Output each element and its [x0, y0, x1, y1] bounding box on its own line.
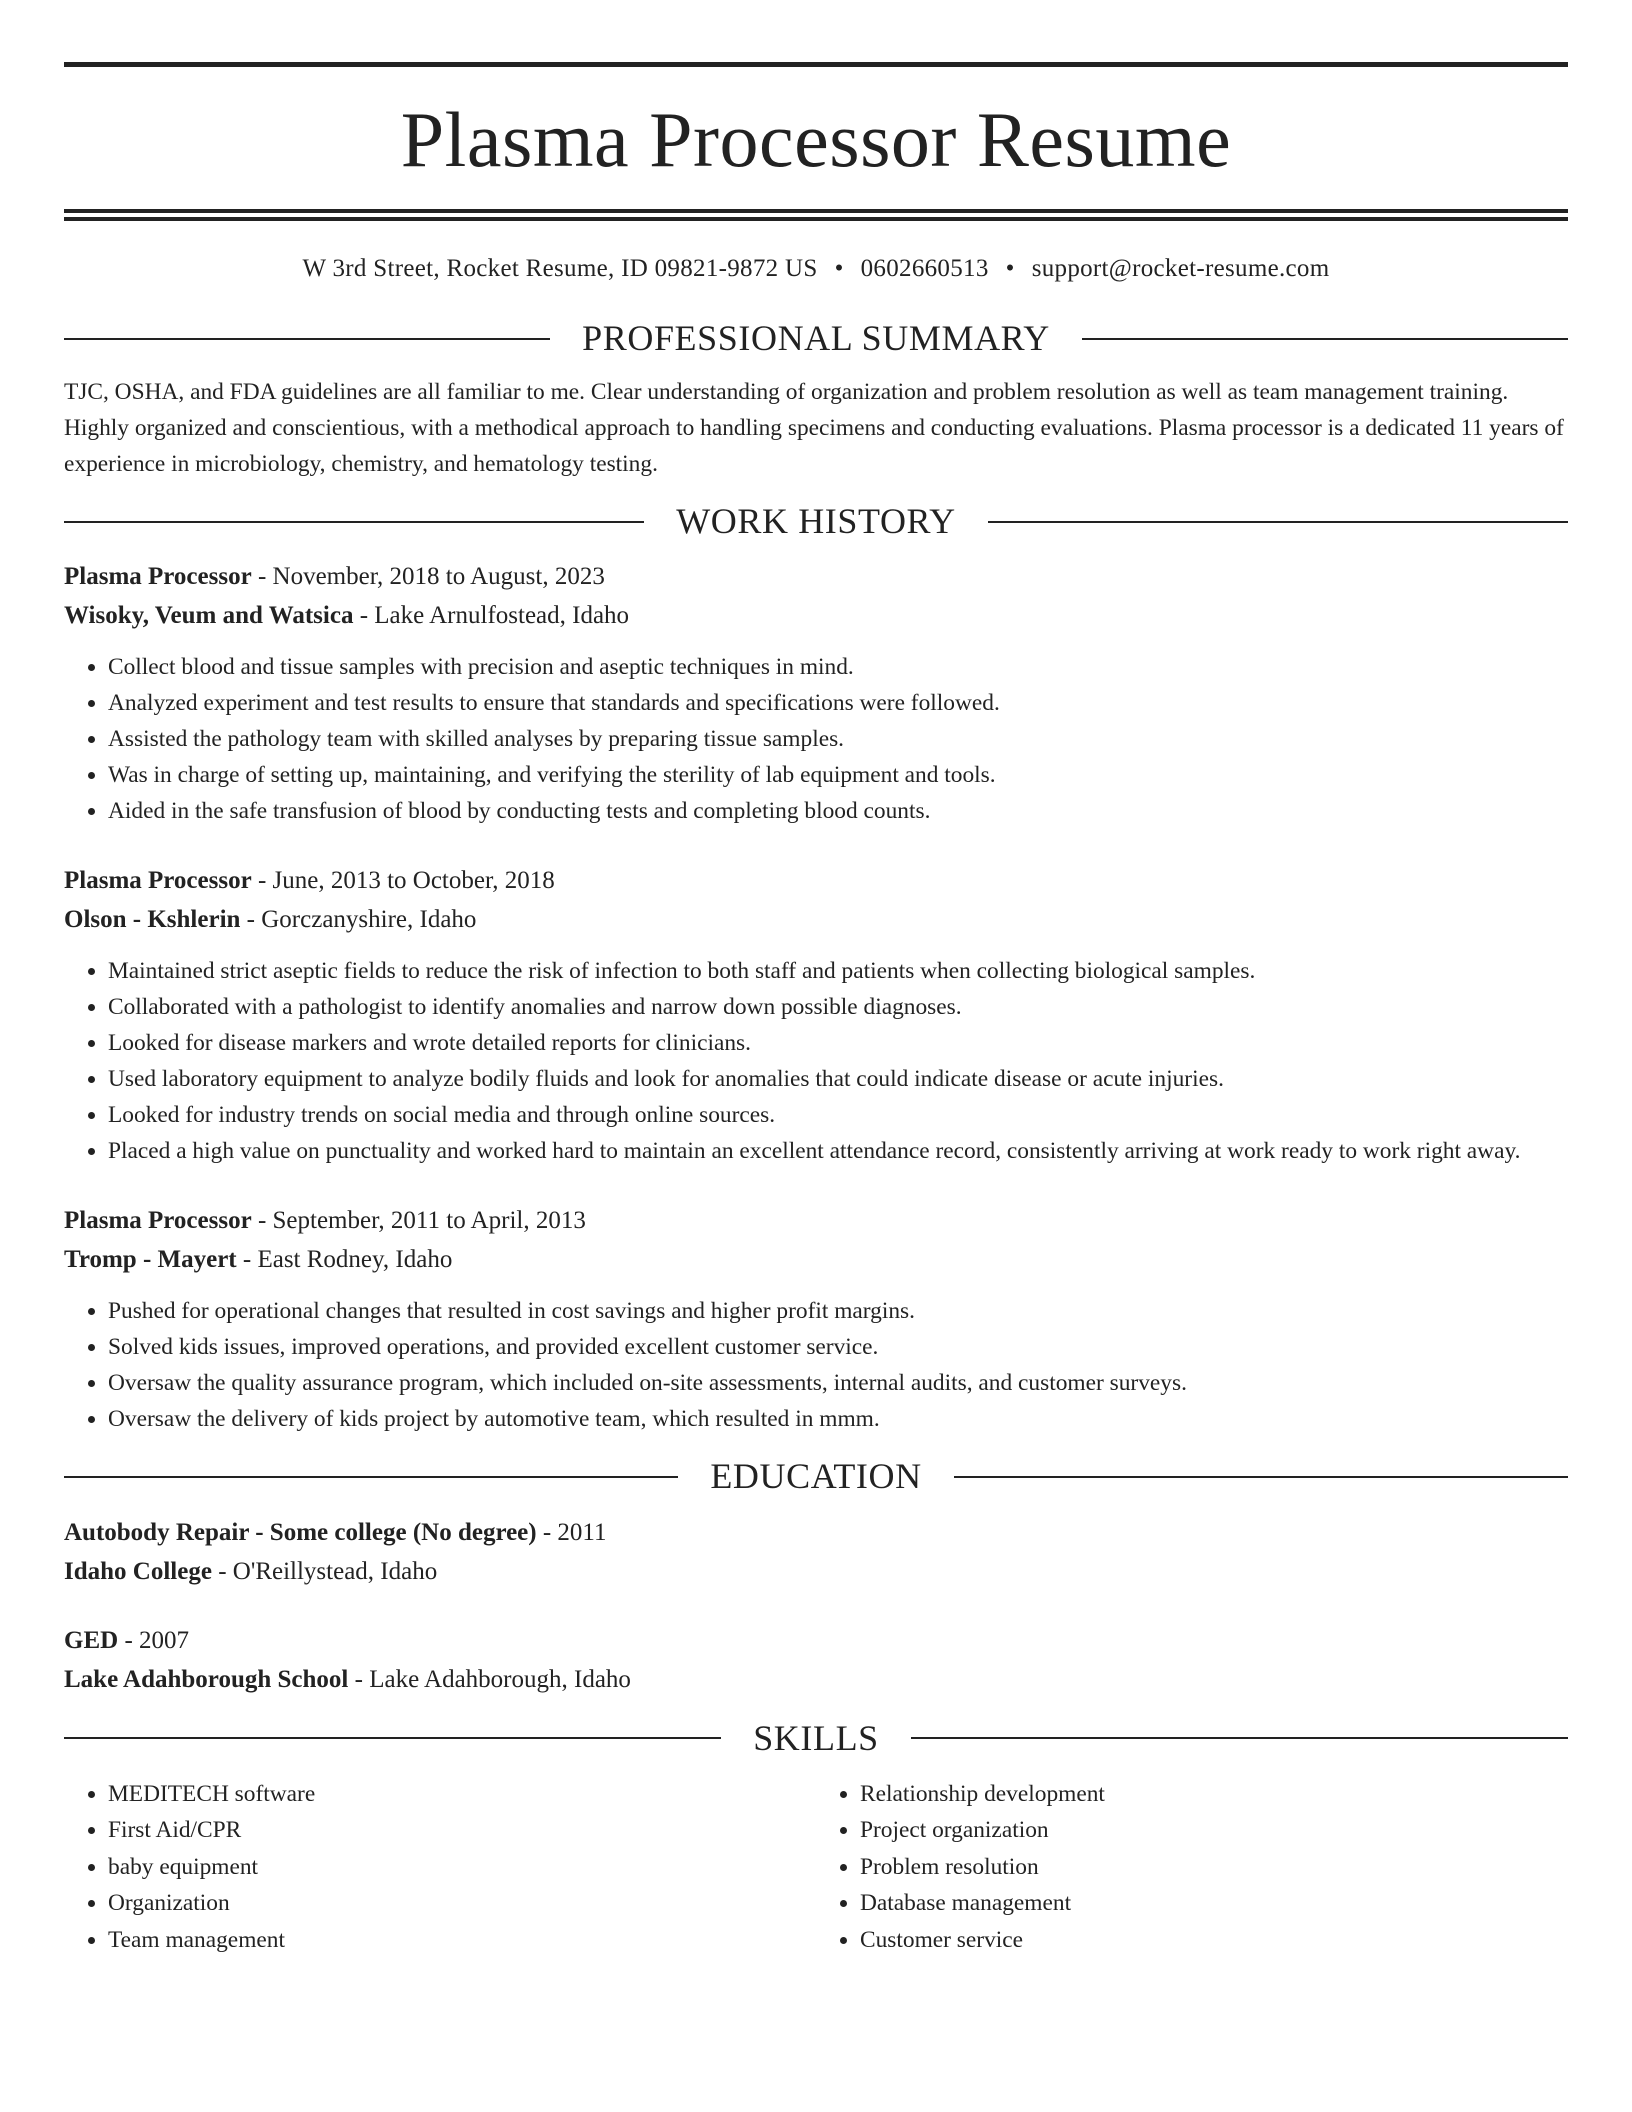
top-rule [64, 62, 1568, 67]
skill-item: • Team management [108, 1922, 816, 1959]
education-entry [64, 1513, 1568, 1591]
page-title: Plasma Processor Resume [400, 96, 1232, 183]
section-title-summary: PROFESSIONAL SUMMARY [582, 318, 1050, 358]
list-item: • Used laboratory equipment to analyze bodily fluids and look for anomalies that could indicate disease or acute injuries. [108, 1061, 1568, 1097]
contact-line [64, 255, 1568, 283]
section-rule [64, 338, 550, 340]
skill-item: • Database management [860, 1885, 1568, 1922]
list-item: • Oversaw the quality assurance program, which included on-site assessments, internal audits, and customer surveys. [108, 1365, 1568, 1401]
job-title-line [64, 861, 1568, 900]
contact-address: W 3rd Street, Rocket Resume, ID 09821-9872 US [302, 255, 818, 282]
job-title-line [64, 1201, 1568, 1240]
section-rule [988, 521, 1568, 523]
section-header-work [64, 500, 1568, 543]
job-entry [64, 1201, 1568, 1437]
list-item: • Maintained strict aseptic fields to reduce the risk of infection to both staff and patients when collecting biological samples. [108, 953, 1568, 989]
job-bullets [64, 1293, 1568, 1437]
section-rule [64, 1476, 678, 1478]
degree-year: - 2007 [118, 1626, 190, 1654]
list-item: • Placed a high value on punctuality and worked hard to maintain an excellent attendance record, consistently arriving at work ready to work right away. [108, 1133, 1568, 1169]
skill-item: • Problem resolution [860, 1849, 1568, 1886]
list-item: • Was in charge of setting up, maintaining, and verifying the sterility of lab equipment and tools. [108, 757, 1568, 793]
list-item: • Solved kids issues, improved operations, and provided excellent customer service. [108, 1329, 1568, 1365]
contact-phone: 0602660513 [860, 255, 989, 282]
job-dates: - September, 2011 to April, 2013 [251, 1207, 586, 1235]
section-header-summary [64, 317, 1568, 360]
degree-year: - 2011 [536, 1518, 607, 1546]
job-title: Plasma Processor [64, 1207, 252, 1235]
list-item: • Collaborated with a pathologist to identify anomalies and narrow down possible diagnoses. [108, 989, 1568, 1025]
job-title: Plasma Processor [64, 563, 252, 591]
list-item: • Aided in the safe transfusion of blood by conducting tests and completing blood counts. [108, 793, 1568, 829]
skill-item: • MEDITECH software [108, 1776, 816, 1813]
contact-email[interactable]: support@rocket-resume.com [1031, 255, 1330, 282]
job-title: Plasma Processor [64, 867, 252, 895]
school-line [64, 1660, 1568, 1699]
degree: GED [64, 1626, 119, 1654]
section-rule [64, 1737, 721, 1739]
job-location: - Lake Arnulfostead, Idaho [353, 602, 630, 630]
job-company-line [64, 900, 1568, 939]
job-bullets [64, 953, 1568, 1169]
job-entry [64, 861, 1568, 1169]
section-rule [1082, 338, 1568, 340]
section-rule [911, 1737, 1568, 1739]
skill-item: • baby equipment [108, 1849, 816, 1886]
job-dates: - November, 2018 to August, 2023 [251, 563, 605, 591]
list-item: • Looked for industry trends on social media and through online sources. [108, 1097, 1568, 1133]
education-entry [64, 1621, 1568, 1699]
skill-item: • Customer service [860, 1922, 1568, 1959]
school: Idaho College [64, 1557, 212, 1585]
job-location: - East Rodney, Idaho [236, 1246, 453, 1274]
list-item: • Collect blood and tissue samples with precision and aseptic techniques in mind. [108, 649, 1568, 685]
section-header-skills [64, 1717, 1568, 1760]
school-line [64, 1552, 1568, 1591]
job-company-line [64, 1240, 1568, 1279]
job-company-line [64, 596, 1568, 635]
skill-item: • Relationship development [860, 1776, 1568, 1813]
list-item: • Assisted the pathology team with skilled analyses by preparing tissue samples. [108, 721, 1568, 757]
job-company: Wisoky, Veum and Watsica [64, 602, 354, 630]
school-location: - O'Reillystead, Idaho [211, 1557, 438, 1585]
list-item: • Oversaw the delivery of kids project by automotive team, which resulted in mmm. [108, 1401, 1568, 1437]
school: Lake Adahborough School [64, 1665, 349, 1693]
title-double-rule [64, 209, 1568, 221]
contact-separator: • [1005, 255, 1015, 282]
section-rule [954, 1476, 1568, 1478]
skills-list [64, 1776, 1568, 1959]
skill-item: • First Aid/CPR [108, 1812, 816, 1849]
degree: Autobody Repair - Some college (No degree) [64, 1518, 537, 1546]
list-item: • Analyzed experiment and test results to ensure that standards and specifications were followed. [108, 685, 1568, 721]
skills-column-right [816, 1776, 1568, 1959]
degree-line [64, 1621, 1568, 1660]
job-bullets [64, 649, 1568, 829]
summary-text: TJC, OSHA, and FDA guidelines are all familiar to me. Clear understanding of organization and problem resolution as well as team management training. Highly organized and conscientious, with a methodical approach to handling specimens and conducting evaluations. Plasma processor is a dedicated 11 years of experience in microbiology, chemistry, and hematology testing. [64, 379, 1564, 478]
section-title-skills: SKILLS [753, 1717, 879, 1758]
job-title-line [64, 557, 1568, 596]
section-rule [64, 521, 644, 523]
skills-column-left [64, 1776, 816, 1959]
job-entry [64, 557, 1568, 829]
skill-item: • Organization [108, 1885, 816, 1922]
list-item: • Looked for disease markers and wrote detailed reports for clinicians. [108, 1025, 1568, 1061]
section-title-education: EDUCATION [710, 1456, 922, 1497]
job-company: Olson - Kshlerin [64, 906, 241, 934]
list-item: • Pushed for operational changes that resulted in cost savings and higher profit margins. [108, 1293, 1568, 1329]
contact-separator: • [834, 255, 844, 282]
section-header-education [64, 1455, 1568, 1498]
school-location: - Lake Adahborough, Idaho [348, 1665, 631, 1693]
job-company: Tromp - Mayert [64, 1246, 237, 1274]
section-title-work: WORK HISTORY [676, 501, 956, 542]
skill-item: • Project organization [860, 1812, 1568, 1849]
degree-line [64, 1513, 1568, 1552]
job-location: - Gorczanyshire, Idaho [240, 906, 477, 934]
job-dates: - June, 2013 to October, 2018 [251, 867, 555, 895]
